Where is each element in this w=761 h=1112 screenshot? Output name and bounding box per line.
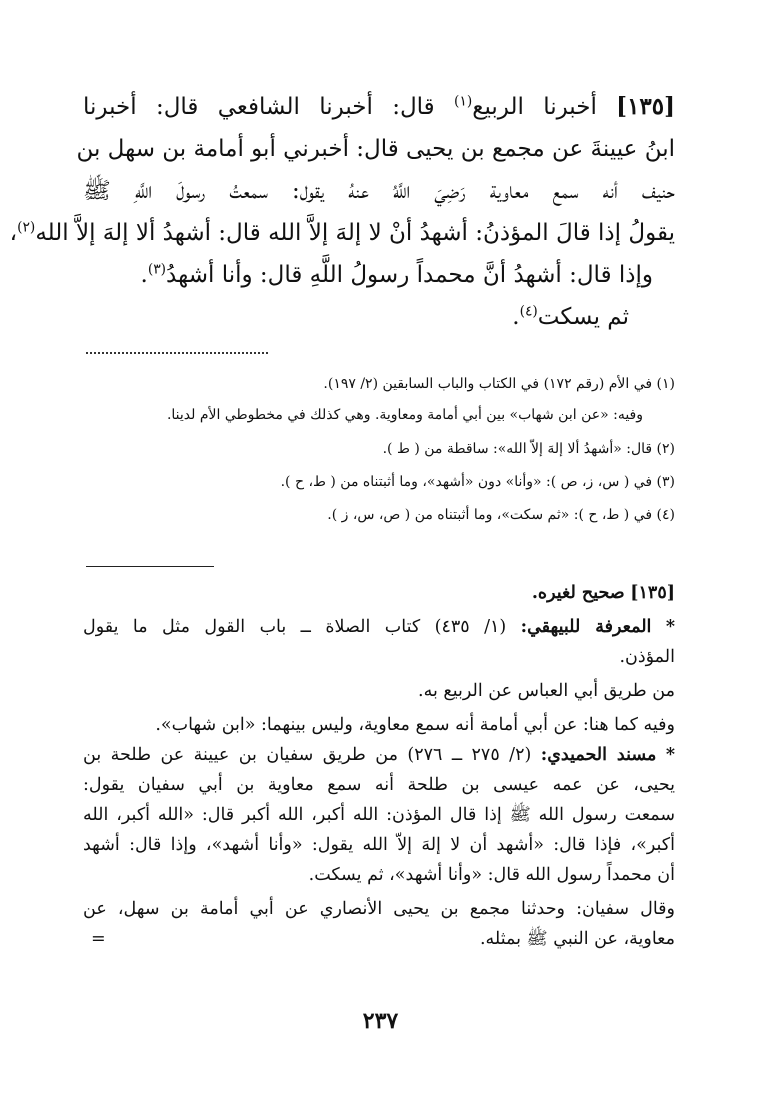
hadith-line-2: ابنُ عيينةَ عن مجمع بن يحيى قال: أخبرني أبو أمامة بن سهل بن <box>76 136 675 162</box>
footnote-1: (١) في الأم (رقم ١٧٢) في الكتاب والباب السابقين (٢/ ١٩٧). <box>323 376 675 392</box>
notes-line-10: وقال سفيان: وحدثنا مجمع بن يحيى الأنصاري عن أبي أمامة بن سهل، عن <box>83 899 675 919</box>
notes-line-11: معاوية، عن النبي ﷺ بمثله. = <box>83 924 675 954</box>
notes-separator-line <box>86 566 214 567</box>
notes-line-6: يحيى، عن عمه عيسى بن طلحة أنه سمع معاوية بن أبي سفيان يقول: <box>83 775 675 795</box>
notes-heading <box>83 578 675 608</box>
hadith-line-4: يقولُ إذا قالَ المؤذنُ: أشهدُ أنْ لا إلهَ إلاَّ الله قال: أشهدُ ألا إلهَ إلاَّ الله$^{(٢)}$، <box>9 219 675 246</box>
hadith-text <box>9 86 676 338</box>
hadith-line-1: [١٣٥] أخبرنا الربيع$^{(١)}$ قال: أخبرنا الشافعي قال: أخبرنا <box>83 93 676 120</box>
notes-line-9: أن محمداً رسول الله قال: «وأنا أشهد»، ثم يسكت. <box>308 865 675 885</box>
notes-line-3: من طريق أبي العباس عن الربيع به. <box>418 681 675 701</box>
footnote-1-continuation: وفيه: «عن ابن شهاب» بين أبي أمامة ومعاوية. وهي كذلك في مخطوطي الأم لدينا. <box>166 407 643 423</box>
footnote-3: (٣) في ( س، ز، ص ): «وأنا» دون «أشهد»، وما أثبتناه من ( ط، ح ). <box>280 474 675 490</box>
notes-heading-grade: صحيح لغيره. <box>531 583 625 603</box>
takhrij-notes <box>83 578 675 954</box>
notes-line-5: * مسند الحميدي: (٢/ ٢٧٥ ــ ٢٧٦) من طريق سفيان بن عيينة عن طلحة بن <box>83 745 675 765</box>
notes-line-7: سمعت رسول الله ﷺ إذا قال المؤذن: الله أكبر، الله أكبر قال: «الله أكبر، الله <box>83 805 675 825</box>
source-title-humaidi: مسند الحميدي: <box>540 745 657 765</box>
footnote-2: (٢) قال: «أشهدُ ألا إلهَ إلاّ الله»: ساقطة من ( ط ). <box>382 441 675 457</box>
footnote-ref-4[interactable]: (٤) <box>519 303 538 320</box>
page-number: ٢٣٧ <box>362 1008 399 1034</box>
notes-line-4: وفيه كما هنا: عن أبي أمامة أنه سمع معاوية، وليس بينهما: «ابن شهاب». <box>155 715 675 735</box>
footnote-ref-1[interactable]: (١) <box>454 93 473 110</box>
notes-line-1: * المعرفة للبيهقي: (١/ ٤٣٥) كتاب الصلاة ــ باب القول مثل ما يقول <box>83 617 675 637</box>
hadith-line-3: حنيف أنه سمع معاوية رَضِيَ اللَّهُ عنهُ يقول: سمعتُ رسولَ اللَّهِ ﷺ <box>83 178 675 204</box>
source-title-marifa: المعرفة للبيهقي: <box>520 617 652 637</box>
footnote-separator <box>86 352 268 356</box>
notes-line-2: المؤذن. <box>619 647 675 667</box>
notes-heading-number: [١٣٥] <box>630 583 675 603</box>
continuation-mark: = <box>91 929 106 949</box>
hadith-line-6: ثم يسكت$^{(٤)}$. <box>512 303 629 330</box>
footnote-4: (٤) في ( ط، ح ): «ثم سكت»، وما أثبتناه من ( ص، س، ز ). <box>327 507 675 523</box>
notes-line-8: أكبر»، فإذا قال: «أشهد أن لا إلهَ إلاّ الله يقول: «وأنا أشهد»، وإذا قال: أشهد <box>83 835 675 855</box>
hadith-line-5: وإذا قال: أشهدُ أنَّ محمداً رسولُ اللَّهِ قال: وأنا أشهدُ$^{(٣)}$. <box>140 261 653 288</box>
hadith-number: [١٣٥] <box>616 93 676 120</box>
footnote-ref-2[interactable]: (٢) <box>17 219 36 236</box>
footnote-ref-3[interactable]: (٣) <box>147 261 167 278</box>
